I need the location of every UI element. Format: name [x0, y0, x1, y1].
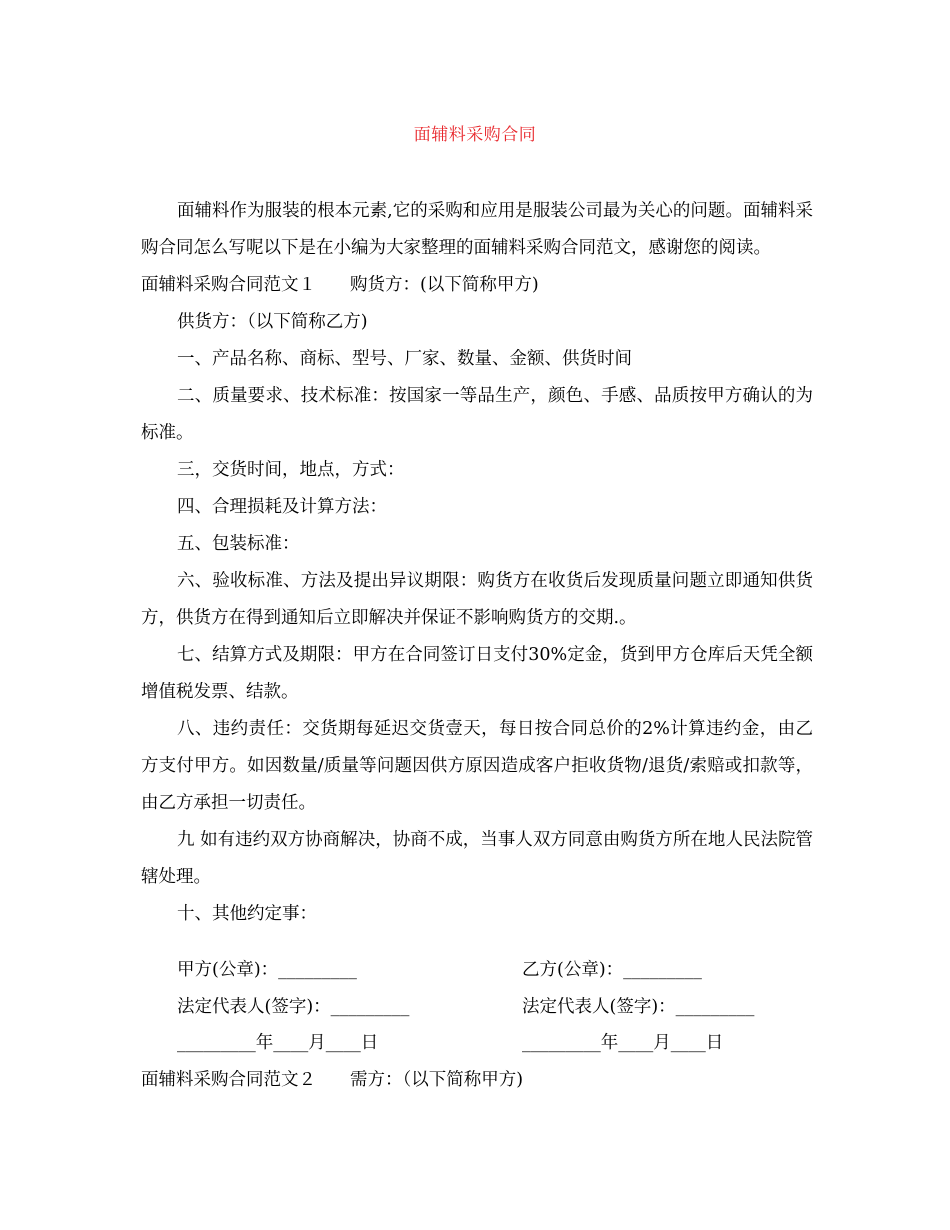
clause-2: 二、质量要求、技术标准：按国家一等品生产，颜色、手感、品质按甲方确认的为标准。: [141, 386, 813, 443]
sample1-buyer: 购货方：(以下简称甲方): [350, 275, 539, 295]
sample1-heading: 面辅料采购合同范文１: [141, 275, 316, 295]
document-title: 面辅料采购合同: [413, 125, 537, 145]
supplier-line: 供货方：（以下简称乙方): [177, 312, 368, 332]
party-a-representative: 法定代表人(签字)：_________: [177, 997, 410, 1017]
clause-6: 六、验收标准、方法及提出异议期限：购货方在收货后发现质量问题立即通知供货方，供货方在得到通知后立即解决并保证不影响购货方的交期.。: [141, 571, 813, 628]
clause-3: 三，交货时间，地点，方式：: [177, 460, 405, 480]
party-a-date: _________年____月____日: [177, 1033, 379, 1053]
party-b-representative: 法定代表人(签字)：_________: [522, 997, 755, 1017]
document-body: [141, 193, 813, 933]
clause-1: 一、产品名称、商标、型号、厂家、数量、金额、供货时间: [177, 349, 632, 369]
party-a-seal: 甲方(公章)：_________: [177, 960, 357, 980]
clause-9: 九 如有违约双方协商解决，协商不成，当事人双方同意由购货方所在地人民法院管辖处理。: [141, 830, 813, 887]
clause-10: 十、其他约定事：: [177, 904, 317, 924]
clause-8: 八、违约责任：交货期每延迟交货壹天，每日按合同总价的2%计算违约金，由乙方支付甲方。如因数量/质量等问题因供方原因造成客户拒收货物/退货/索赔或扣款等，由乙方承担一切责任。: [141, 719, 813, 813]
sample2-buyer: 需方：（以下简称甲方): [350, 1070, 524, 1090]
party-b-date: _________年____月____日: [522, 1033, 724, 1053]
clause-7: 七、结算方式及期限：甲方在合同签订日支付30%定金，货到甲方仓库后天凭全额增值税发票、结款。: [141, 645, 813, 702]
clause-5: 五、包装标准：: [177, 534, 300, 554]
sample2-heading-line: [141, 1069, 523, 1091]
intro-paragraph: 面辅料作为服装的根本元素,它的采购和应用是服装公司最为关心的问题。面辅料采购合同怎么写呢以下是在小编为大家整理的面辅料采购合同范文，感谢您的阅读。: [141, 201, 813, 258]
party-b-seal: 乙方(公章)：_________: [522, 960, 702, 980]
clause-4: 四、合理损耗及计算方法：: [177, 497, 387, 517]
sample1-heading-line: [141, 267, 813, 304]
sample2-heading: 面辅料采购合同范文２: [141, 1070, 316, 1090]
